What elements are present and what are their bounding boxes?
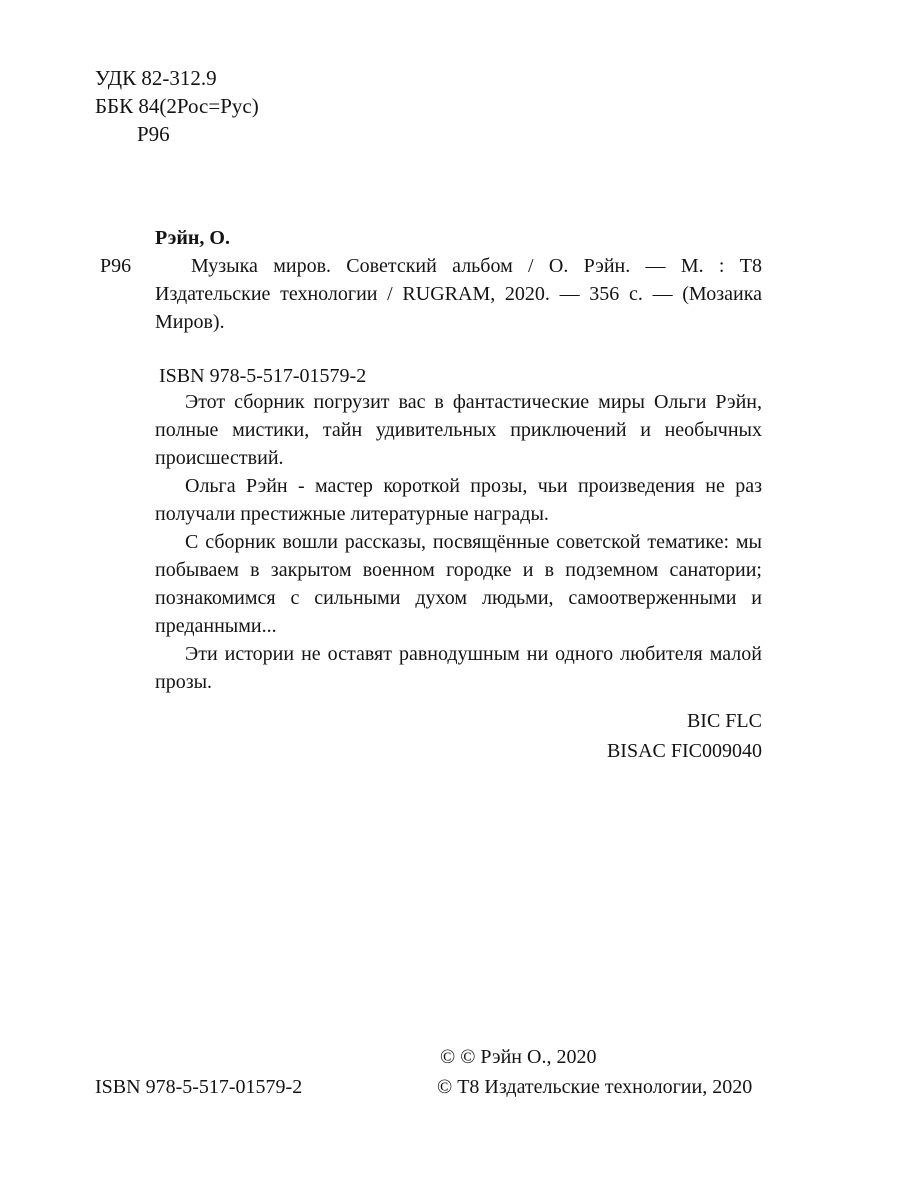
footer: [95, 1046, 762, 1116]
bibliographic-entry: [95, 224, 762, 390]
annotation-paragraph: С сборник вошли рассказы, посвящённые советской тематике: мы побываем в закрытом военном городке и в подземном санатории; познакомимся с сильными духом людьми, самоотверженными и преданными...: [155, 531, 762, 637]
annotation-paragraph: Этот сборник погрузит вас в фантастические миры Ольги Рэйн, полные мистики, тайн удивительных приключений и необычных происшествий.: [155, 391, 762, 469]
bisac-code: BISAC FIC009040: [606, 740, 762, 762]
entry-author: Рэйн, О.: [155, 227, 230, 249]
annotation-paragraph: Ольга Рэйн - мастер короткой прозы, чьи произведения не раз получали престижные литературные награды.: [155, 475, 762, 525]
copyright-publisher: © Т8 Издательские технологии, 2020: [437, 1076, 753, 1098]
bic-code: BIC FLC: [686, 710, 762, 732]
classification-codes: [95, 706, 762, 766]
entry-row: [95, 252, 762, 336]
entry-code: Р96: [100, 255, 132, 277]
author-sign-code: Р96: [137, 122, 170, 146]
annotation-paragraph: Эти истории не оставят равнодушным ни одного любителя малой прозы.: [155, 643, 762, 693]
udk-code: УДК 82-312.9: [95, 66, 217, 90]
annotation: [95, 388, 762, 696]
entry-description: Музыка миров. Советский альбом / О. Рэйн. — М. : Т8 Издательские технологии / RUGRAM, 2020. — 356 с. — (Мозаика Миров).: [155, 255, 762, 333]
copyright-author: © © Рэйн О., 2020: [440, 1046, 597, 1068]
entry-isbn: ISBN 978-5-517-01579-2: [159, 365, 367, 387]
head-codes: [95, 64, 259, 148]
bbk-code: ББК 84(2Рос=Рус): [95, 94, 259, 118]
footer-isbn: ISBN 978-5-517-01579-2: [95, 1076, 303, 1098]
